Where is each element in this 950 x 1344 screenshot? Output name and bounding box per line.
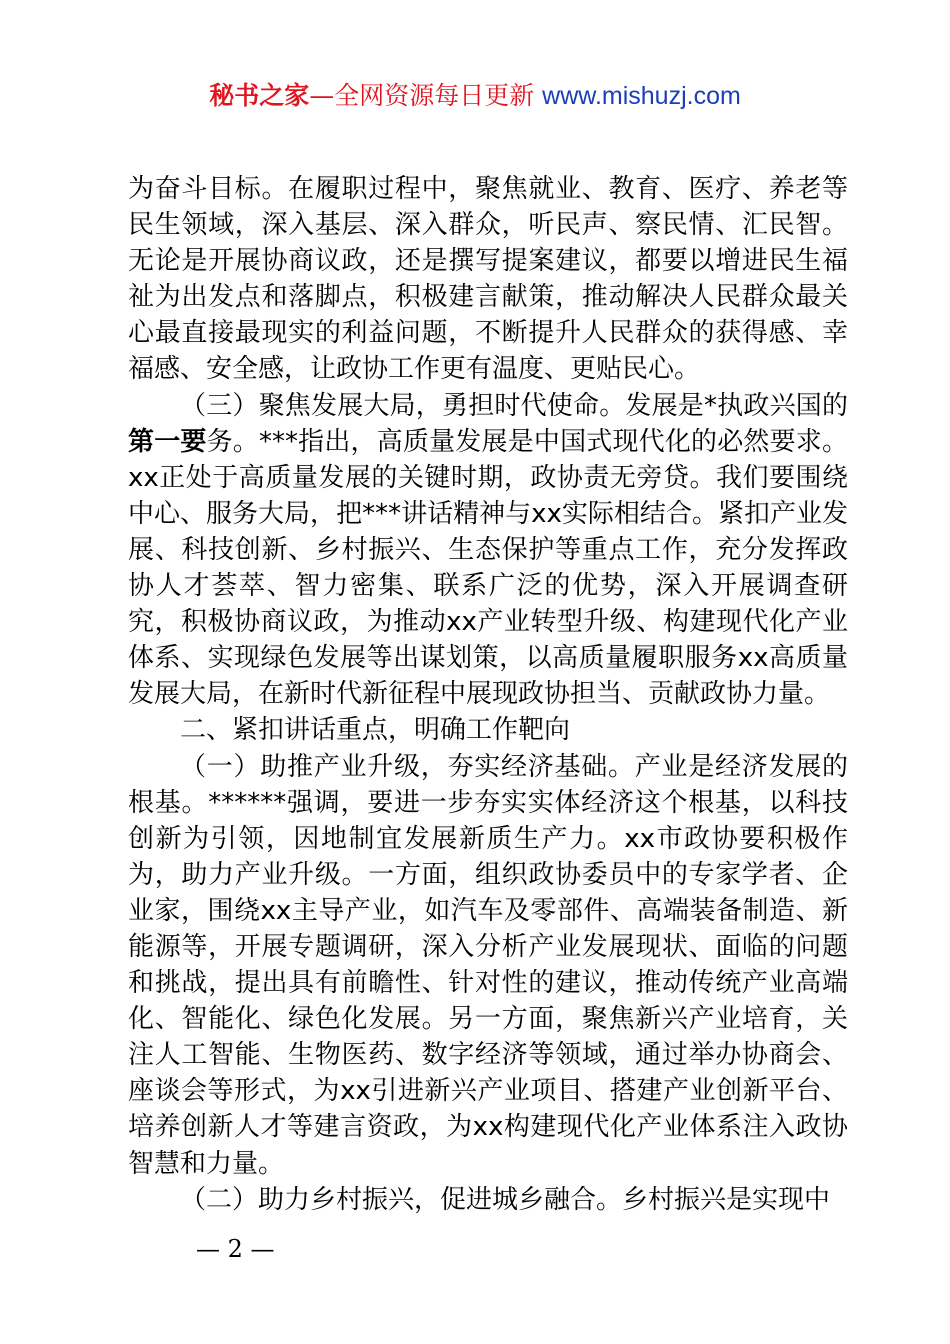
site-url-link[interactable]: www.mishuzj.com	[542, 82, 741, 110]
site-header	[0, 79, 950, 113]
document-body	[128, 171, 848, 1218]
bold-text: 第一要	[128, 426, 207, 457]
paragraph-section-three-start: （三）聚焦发展大局，勇担时代使命。发展是*执政兴国的	[180, 390, 848, 421]
paragraph-subsection-one: （一）助推产业升级，夯实经济基础。产业是经济发展的根基。******强调，要进一步夯实实体经济这个根基，以科技创新为引领，因地制宜发展新质生产力。xx市政协要积极作为，助力产业升级。一方面，组织政协委员中的专家学者、企业家，围绕xx主导产业，如汽车及零部件、高端装备制造、新能源等，开展专题调研，深入分析产业发展现状、面临的问题和挑战，提出具有前瞻性、针对性的建议，推动传统产业高端化、智能化、绿色化发展。另一方面，聚焦新兴产业培育，关注人工智能、生物医药、数字经济等领域，通过举办协商会、座谈会等形式，为xx引进新兴产业项目、搭建产业创新平台、培养创新人才等建言资政，为xx构建现代化产业体系注入政协智慧和力量。	[128, 751, 848, 1179]
brand-tagline: —全网资源每日更新	[309, 81, 543, 110]
section-heading: 二、紧扣讲话重点，明确工作靶向	[180, 715, 571, 746]
brand-name: 秘书之家	[209, 81, 310, 110]
paragraph-continuation: 为奋斗目标。在履职过程中，聚焦就业、教育、医疗、养老等民生领域，深入基层、深入群众，听民声、察民情、汇民智。无论是开展协商议政，还是撰写提案建议，都要以增进民生福祉为出发点和落脚点，积极建言献策，推动解决人民群众最关心最直接最现实的利益问题，不断提升人民群众的获得感、幸福感、安全感，让政协工作更有温度、更贴民心。	[128, 174, 848, 385]
paragraph-section-three-rest: 务。***指出，高质量发展是中国式现代化的必然要求。xx正处于高质量发展的关键时期，政协责无旁贷。我们要围绕中心、服务大局，把***讲话精神与xx实际相结合。紧扣产业发展、科技创新、乡村振兴、生态保护等重点工作，充分发挥政协人才荟萃、智力密集、联系广泛的优势，深入开展调查研究，积极协商议政，为推动xx产业转型升级、构建现代化产业体系、实现绿色发展等出谋划策，以高质量履职服务xx高质量发展大局，在新时代新征程中展现政协担当、贡献政协力量。	[128, 426, 848, 710]
page-number: — 2 —	[196, 1235, 275, 1263]
paragraph-subsection-two: （二）助力乡村振兴，促进城乡融合。乡村振兴是实现中	[180, 1184, 831, 1215]
paragraph-section-three	[128, 388, 848, 713]
